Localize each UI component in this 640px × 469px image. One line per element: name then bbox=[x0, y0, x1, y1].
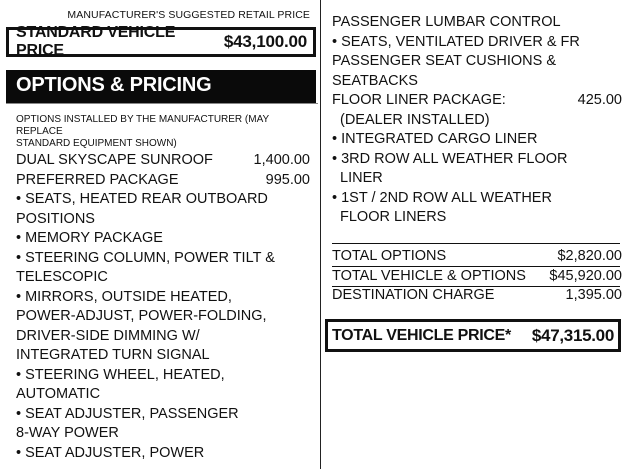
total-vehicle-options-label: TOTAL VEHICLE & OPTIONS bbox=[332, 267, 526, 284]
option-line: INTEGRATED TURN SIGNAL bbox=[16, 347, 210, 363]
left-column bbox=[6, 0, 318, 469]
option-line: DUAL SKYSCAPE SUNROOF bbox=[16, 152, 213, 168]
option-line: • 1ST / 2ND ROW ALL WEATHER bbox=[332, 189, 552, 206]
column-divider bbox=[320, 0, 321, 469]
total-vehicle-price-label: TOTAL VEHICLE PRICE* bbox=[332, 326, 511, 344]
option-line: (DEALER INSTALLED) bbox=[340, 111, 490, 128]
total-options-value: $2,820.00 bbox=[557, 248, 622, 264]
option-line: DRIVER-SIDE DIMMING W/ bbox=[16, 327, 200, 344]
option-line: TELESCOPIC bbox=[16, 269, 108, 285]
option-line: • MIRRORS, OUTSIDE HEATED, bbox=[16, 288, 232, 305]
option-line: FLOOR LINER PACKAGE: bbox=[332, 92, 506, 108]
option-line: • STEERING WHEEL, HEATED, bbox=[16, 366, 225, 383]
option-line: • INTEGRATED CARGO LINER bbox=[332, 131, 538, 147]
total-vehicle-price-value: $47,315.00 bbox=[531, 325, 614, 345]
divider bbox=[6, 103, 318, 104]
option-line: LINER bbox=[340, 170, 383, 186]
option-line: POSITIONS bbox=[16, 210, 95, 227]
options-header: OPTIONS & PRICING bbox=[6, 70, 316, 103]
option-line: PREFERRED PACKAGE bbox=[16, 171, 179, 188]
msrp-label: MANUFACTURER'S SUGGESTED RETAIL PRICE bbox=[67, 9, 310, 21]
destination-charge-label: DESTINATION CHARGE bbox=[332, 287, 495, 303]
destination-charge-value: 1,395.00 bbox=[565, 287, 622, 303]
standard-price-label: STANDARD VEHICLE PRICE bbox=[16, 24, 176, 59]
options-note bbox=[16, 114, 306, 150]
floor-liner-amount: 425.00 bbox=[577, 92, 622, 108]
divider bbox=[332, 243, 620, 244]
option-line: FLOOR LINERS bbox=[340, 209, 447, 225]
options-note-line: STANDARD EQUIPMENT SHOWN) bbox=[16, 138, 177, 149]
total-options-label: TOTAL OPTIONS bbox=[332, 248, 447, 264]
option-line: • 3RD ROW ALL WEATHER FLOOR bbox=[332, 150, 568, 167]
option-line: SEATBACKS bbox=[332, 72, 418, 89]
option-line: • SEATS, HEATED REAR OUTBOARD bbox=[16, 191, 268, 207]
total-vehicle-options-value: $45,920.00 bbox=[549, 267, 622, 284]
option-line: PASSENGER LUMBAR CONTROL bbox=[332, 14, 561, 30]
options-note-line: OPTIONS INSTALLED BY THE MANUFACTURER (MAY REPLACE bbox=[16, 114, 270, 137]
option-amount-preferred: 995.00 bbox=[265, 171, 310, 188]
option-line: AUTOMATIC bbox=[16, 386, 101, 402]
option-line: • SEAT ADJUSTER, POWER bbox=[16, 444, 205, 461]
option-line: POWER-ADJUST, POWER-FOLDING, bbox=[16, 308, 267, 324]
total-vehicle-price-box bbox=[325, 319, 621, 352]
standard-price-box bbox=[6, 24, 316, 59]
option-amount-sunroof: 1,400.00 bbox=[253, 152, 310, 168]
right-column bbox=[330, 0, 628, 469]
option-line: • MEMORY PACKAGE bbox=[16, 230, 163, 246]
option-line: PASSENGER SEAT CUSHIONS & bbox=[332, 53, 556, 69]
option-line: • SEATS, VENTILATED DRIVER & FR bbox=[332, 33, 580, 50]
option-line: • SEAT ADJUSTER, PASSENGER bbox=[16, 405, 239, 422]
option-line: 8-WAY POWER bbox=[16, 425, 119, 441]
option-line: • STEERING COLUMN, POWER TILT & bbox=[16, 249, 275, 266]
standard-price-value: $43,100.00 bbox=[223, 32, 307, 51]
